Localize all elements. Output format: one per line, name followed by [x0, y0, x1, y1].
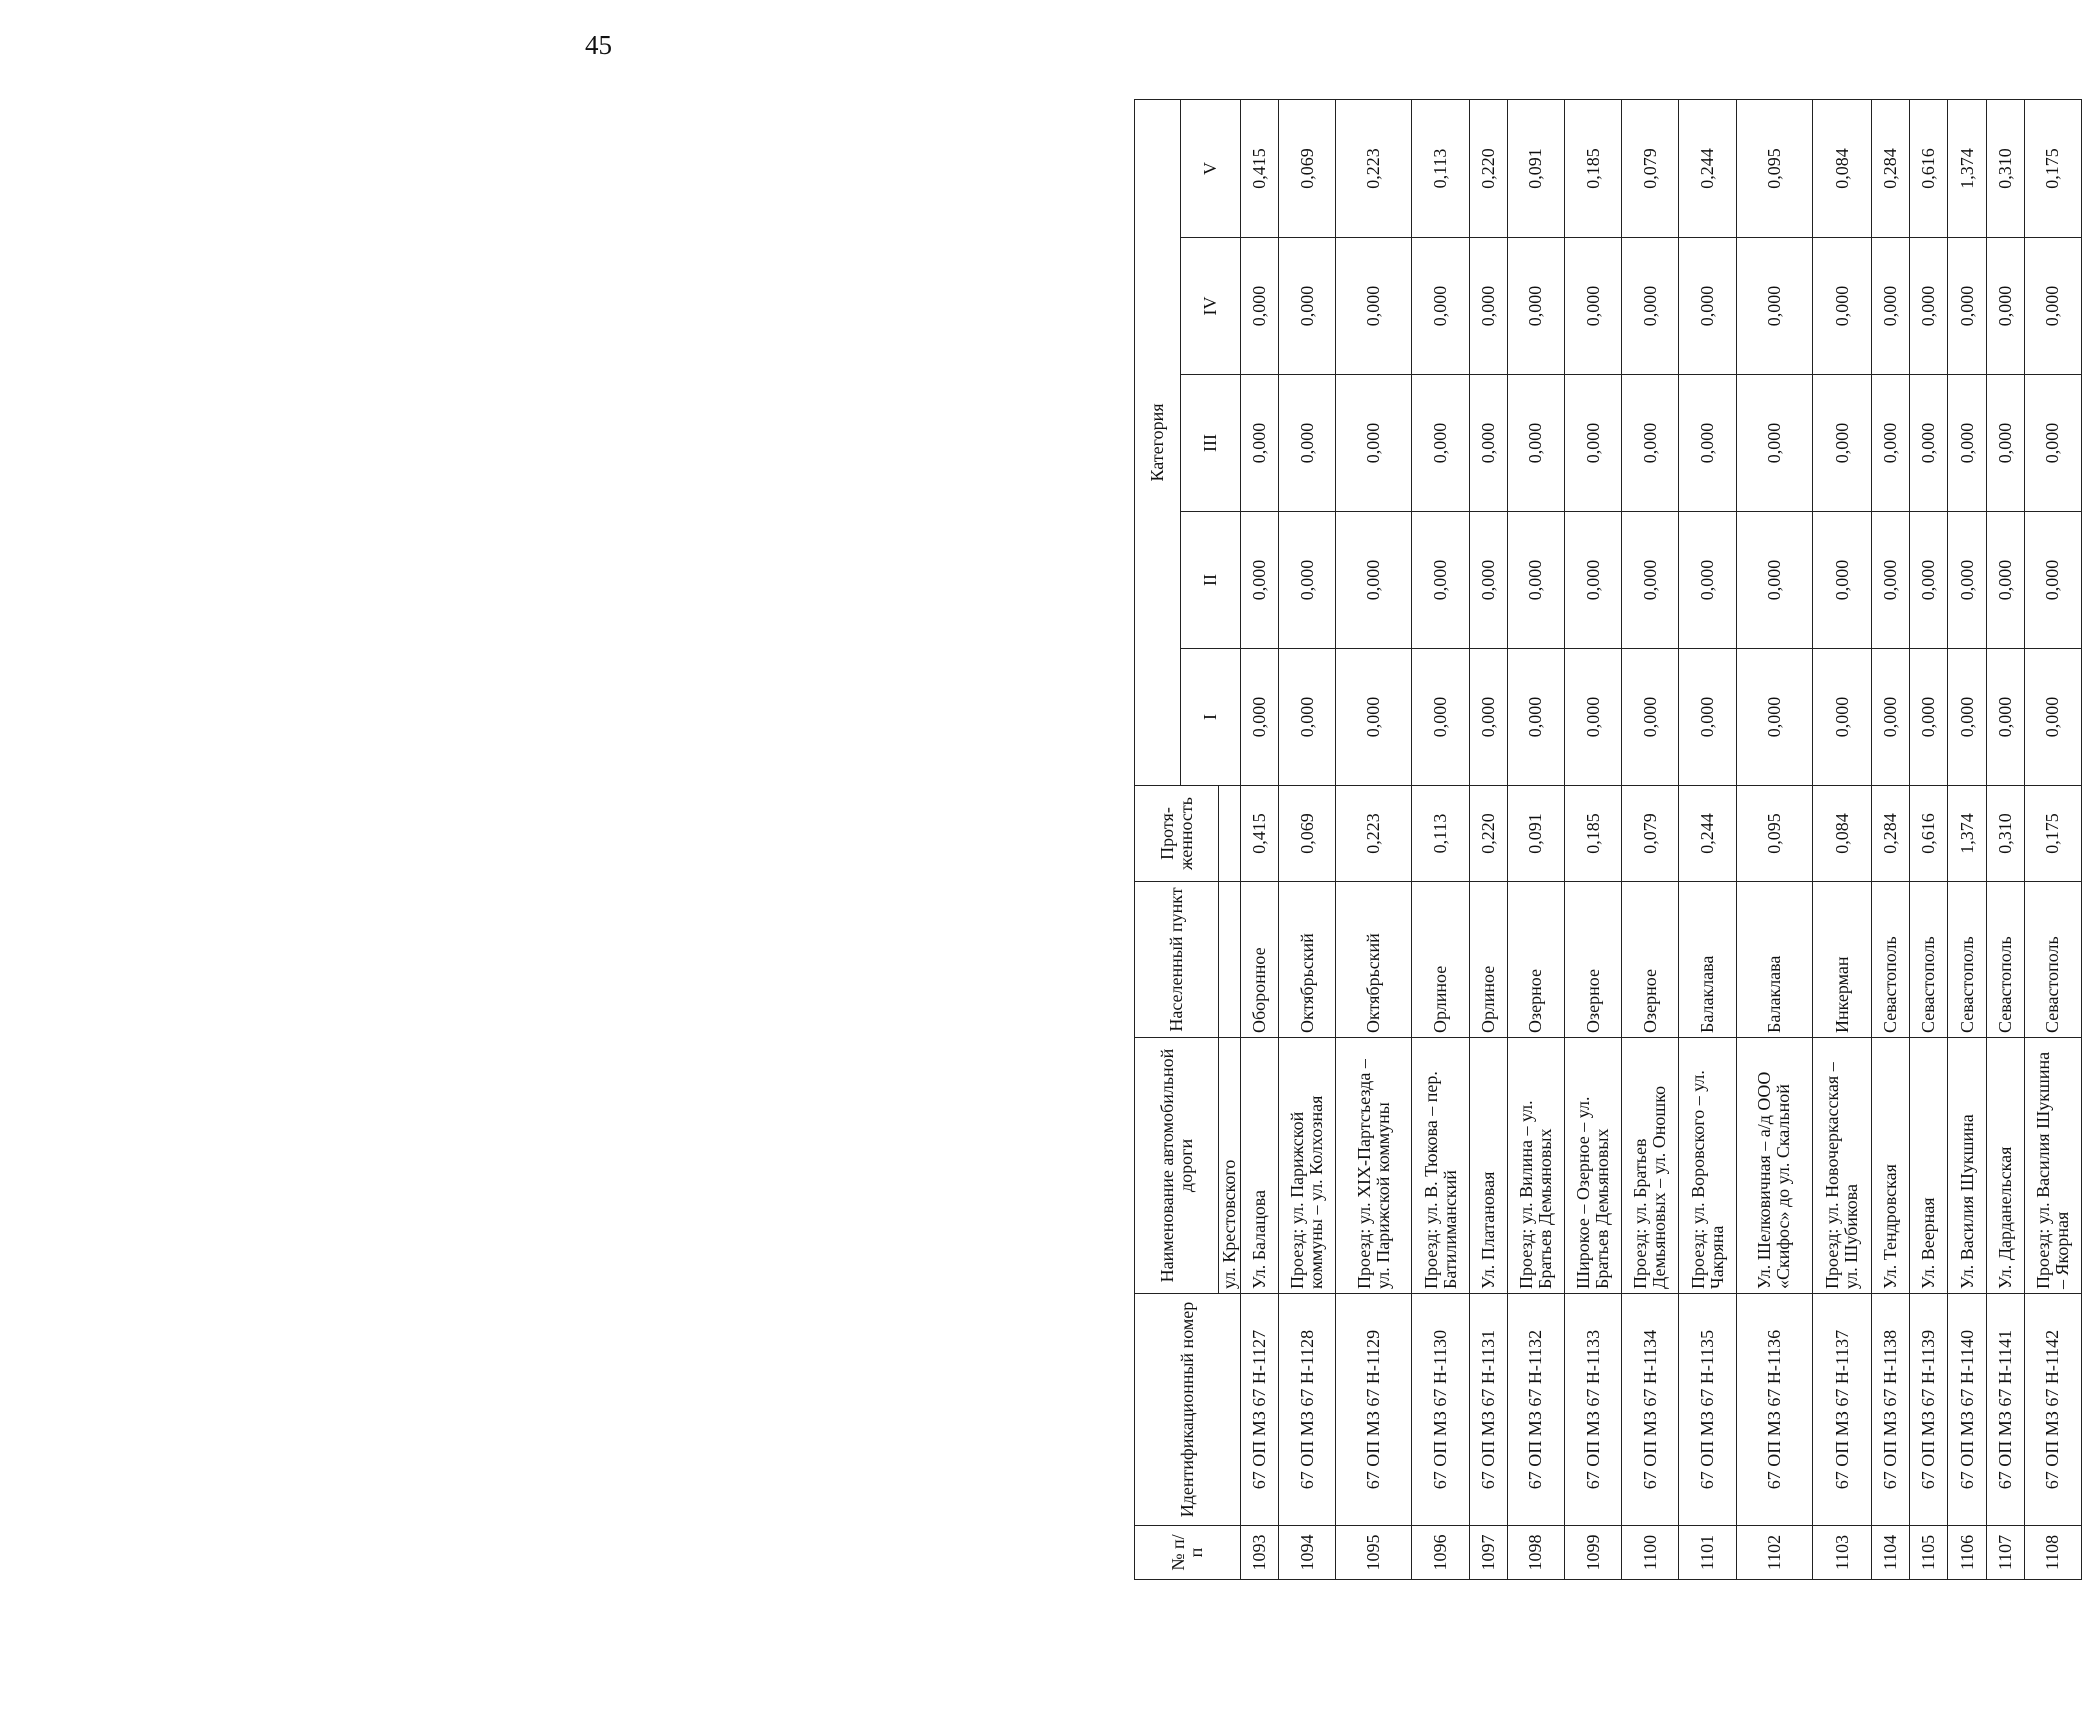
row-cat-4: 0,000 [1412, 238, 1469, 375]
row-road-name: Проезд: ул. Братьев Демьяновых – ул. Оношко [1622, 1038, 1679, 1294]
row-settlement: Озерное [1565, 882, 1622, 1038]
row-cat-1: 0,000 [1507, 649, 1564, 786]
row-cat-3: 0,000 [1279, 375, 1336, 512]
table-row [1336, 99, 1412, 1579]
row-length: 0,069 [1279, 786, 1336, 882]
row-cat-2: 0,000 [1986, 512, 2024, 649]
row-settlement: Севастополь [1948, 882, 1986, 1038]
row-cat-4: 0,000 [1240, 238, 1278, 375]
row-cat-3: 0,000 [1240, 375, 1278, 512]
row-cat-4: 0,000 [1336, 238, 1412, 375]
row-length: 0,310 [1986, 786, 2024, 882]
row-settlement: Орлиное [1412, 882, 1469, 1038]
roads-table [1134, 99, 2082, 1580]
row-cat-4: 0,000 [1910, 238, 1948, 375]
row-cat-4: 0,000 [1507, 238, 1564, 375]
row-road-name: Широкое – Озерное – ул. Братьев Демьяновых [1565, 1038, 1622, 1294]
row-cat-2: 0,000 [1736, 512, 1812, 649]
table-header [1135, 99, 1241, 1579]
row-number: 1098 [1507, 1526, 1564, 1580]
table-row [1412, 99, 1469, 1579]
row-number: 1094 [1279, 1526, 1336, 1580]
row-number: 1106 [1948, 1526, 1986, 1580]
row-settlement: Инкерман [1812, 882, 1871, 1038]
row-number: 1102 [1736, 1526, 1812, 1580]
row-cat-4: 0,000 [1565, 238, 1622, 375]
row-cat-2: 0,000 [1412, 512, 1469, 649]
row-cat-1: 0,000 [1872, 649, 1910, 786]
row-id: 67 ОП МЗ 67 Н-1130 [1412, 1294, 1469, 1526]
header-name: Наименование автомобильной дороги [1135, 1038, 1219, 1294]
header-cat-5: V [1181, 99, 1241, 237]
row-id: 67 ОП МЗ 67 Н-1132 [1507, 1294, 1564, 1526]
row-road-name: Проезд: ул. Парижской коммуны – ул. Колхозная [1279, 1038, 1336, 1294]
row-length: 0,284 [1872, 786, 1910, 882]
row-cat-1: 0,000 [1469, 649, 1507, 786]
table-row [1872, 99, 1910, 1579]
row-cat-1: 0,000 [1736, 649, 1812, 786]
row-road-name: Ул. Балацова [1240, 1038, 1278, 1294]
row-cat-4: 0,000 [1812, 238, 1871, 375]
row-id: 67 ОП МЗ 67 Н-1134 [1622, 1294, 1679, 1526]
row-cat-2: 0,000 [1910, 512, 1948, 649]
header-category: Категория [1135, 99, 1181, 785]
header-cat-2: II [1181, 512, 1241, 649]
row-settlement: Севастополь [1986, 882, 2024, 1038]
table-row [1469, 99, 1507, 1579]
row-length: 0,223 [1336, 786, 1412, 882]
table-body [1240, 99, 2081, 1579]
row-cat-5: 0,244 [1679, 99, 1736, 237]
row-cat-3: 0,000 [1910, 375, 1948, 512]
row-road-name: Проезд: ул. Новочеркасская – ул. Шубикова [1812, 1038, 1871, 1294]
row-cat-1: 0,000 [1622, 649, 1679, 786]
row-length: 0,095 [1736, 786, 1812, 882]
rotated-table-container [1134, 100, 2082, 1580]
row-cat-1: 0,000 [1240, 649, 1278, 786]
row-cat-4: 0,000 [1872, 238, 1910, 375]
row-road-name: Проезд: ул. Вилина – ул. Братьев Демьяновых [1507, 1038, 1564, 1294]
row-cat-3: 0,000 [1412, 375, 1469, 512]
row-settlement: Орлиное [1469, 882, 1507, 1038]
header-cat-4: IV [1181, 238, 1241, 375]
row-cat-2: 0,000 [1336, 512, 1412, 649]
row-road-name: Ул. Тендровская [1872, 1038, 1910, 1294]
row-cat-3: 0,000 [1812, 375, 1871, 512]
row-id: 67 ОП МЗ 67 Н-1141 [1986, 1294, 2024, 1526]
row-cat-4: 0,000 [1986, 238, 2024, 375]
row-length: 0,415 [1240, 786, 1278, 882]
table-row [1910, 99, 1948, 1579]
row-number: 1103 [1812, 1526, 1871, 1580]
row-cat-2: 0,000 [1872, 512, 1910, 649]
row-length: 0,175 [2024, 786, 2081, 882]
row-road-name: Проезд: ул. Воровского – ул. Чакряна [1679, 1038, 1736, 1294]
row-cat-5: 0,175 [2024, 99, 2081, 237]
row-number: 1105 [1910, 1526, 1948, 1580]
row-settlement: Оборонное [1240, 882, 1278, 1038]
row-cat-1: 0,000 [1986, 649, 2024, 786]
row-settlement: Озерное [1622, 882, 1679, 1038]
row-length: 0,185 [1565, 786, 1622, 882]
row-id: 67 ОП МЗ 67 Н-1138 [1872, 1294, 1910, 1526]
row-cat-1: 0,000 [1336, 649, 1412, 786]
row-cat-1: 0,000 [1565, 649, 1622, 786]
row-cat-3: 0,000 [1986, 375, 2024, 512]
row-road-name: Проезд: ул. XIX-Партсъезда – ул. Парижской коммуны [1336, 1038, 1412, 1294]
row-id: 67 ОП МЗ 67 Н-1127 [1240, 1294, 1278, 1526]
row-cat-4: 0,000 [1469, 238, 1507, 375]
table-row [1279, 99, 1336, 1579]
header-place: Населенный пункт [1135, 882, 1219, 1038]
row-length: 0,220 [1469, 786, 1507, 882]
row-id: 67 ОП МЗ 67 Н-1129 [1336, 1294, 1412, 1526]
row-number: 1096 [1412, 1526, 1469, 1580]
row-length: 0,113 [1412, 786, 1469, 882]
table-row [1240, 99, 1278, 1579]
table-row [1948, 99, 1986, 1579]
row-cat-5: 0,091 [1507, 99, 1564, 237]
row-cat-4: 0,000 [2024, 238, 2081, 375]
row-cat-3: 0,000 [1679, 375, 1736, 512]
row-cat-4: 0,000 [1736, 238, 1812, 375]
row-cat-2: 0,000 [1507, 512, 1564, 649]
row-cat-5: 0,310 [1986, 99, 2024, 237]
row-id: 67 ОП МЗ 67 Н-1142 [2024, 1294, 2081, 1526]
row-cat-5: 0,069 [1279, 99, 1336, 237]
row-id: 67 ОП МЗ 67 Н-1131 [1469, 1294, 1507, 1526]
row-road-name: Ул. Веерная [1910, 1038, 1948, 1294]
carryover-empty-cell [1219, 786, 1241, 882]
row-cat-2: 0,000 [1622, 512, 1679, 649]
table-row [1565, 99, 1622, 1579]
row-road-name: Ул. Дарданельская [1986, 1038, 2024, 1294]
row-length: 0,091 [1507, 786, 1564, 882]
row-road-name: Ул. Шелковичная – а/д ООО «Скифос» до ул. Скальной [1736, 1038, 1812, 1294]
row-cat-5: 0,079 [1622, 99, 1679, 237]
row-number: 1107 [1986, 1526, 2024, 1580]
row-cat-4: 0,000 [1622, 238, 1679, 375]
row-cat-5: 0,616 [1910, 99, 1948, 237]
row-road-name: Проезд: ул. Василия Шукшина – Якорная [2024, 1038, 2081, 1294]
table-row [1812, 99, 1871, 1579]
table-row [1736, 99, 1812, 1579]
row-cat-2: 0,000 [1279, 512, 1336, 649]
row-number: 1104 [1872, 1526, 1910, 1580]
row-cat-1: 0,000 [2024, 649, 2081, 786]
row-settlement: Октябрьский [1336, 882, 1412, 1038]
row-road-name: Проезд: ул. В. Тюкова – пер. Батилиманский [1412, 1038, 1469, 1294]
row-id: 67 ОП МЗ 67 Н-1133 [1565, 1294, 1622, 1526]
row-length: 0,079 [1622, 786, 1679, 882]
row-cat-3: 0,000 [2024, 375, 2081, 512]
row-cat-1: 0,000 [1948, 649, 1986, 786]
row-id: 67 ОП МЗ 67 Н-1136 [1736, 1294, 1812, 1526]
row-cat-4: 0,000 [1279, 238, 1336, 375]
row-number: 1100 [1622, 1526, 1679, 1580]
row-cat-2: 0,000 [1679, 512, 1736, 649]
table-row [1986, 99, 2024, 1579]
row-settlement: Севастополь [2024, 882, 2081, 1038]
row-cat-5: 0,185 [1565, 99, 1622, 237]
row-cat-5: 0,220 [1469, 99, 1507, 237]
row-cat-5: 0,284 [1872, 99, 1910, 237]
row-cat-5: 0,113 [1412, 99, 1469, 237]
row-settlement: Озерное [1507, 882, 1564, 1038]
row-cat-2: 0,000 [1948, 512, 1986, 649]
row-cat-5: 0,415 [1240, 99, 1278, 237]
row-number: 1101 [1679, 1526, 1736, 1580]
row-cat-4: 0,000 [1679, 238, 1736, 375]
row-cat-3: 0,000 [1736, 375, 1812, 512]
header-id: Идентификационный номер [1135, 1294, 1241, 1526]
carryover-empty-cell [1219, 882, 1241, 1038]
row-cat-3: 0,000 [1622, 375, 1679, 512]
row-cat-2: 0,000 [2024, 512, 2081, 649]
row-settlement: Балаклава [1736, 882, 1812, 1038]
row-road-name: Ул. Платановая [1469, 1038, 1507, 1294]
row-cat-2: 0,000 [1812, 512, 1871, 649]
page-number: 45 [585, 30, 612, 60]
row-id: 67 ОП МЗ 67 Н-1140 [1948, 1294, 1986, 1526]
row-cat-2: 0,000 [1565, 512, 1622, 649]
row-id: 67 ОП МЗ 67 Н-1139 [1910, 1294, 1948, 1526]
row-cat-2: 0,000 [1469, 512, 1507, 649]
row-length: 0,244 [1679, 786, 1736, 882]
header-num: № п/п [1135, 1526, 1241, 1580]
row-cat-1: 0,000 [1679, 649, 1736, 786]
row-number: 1099 [1565, 1526, 1622, 1580]
row-id: 67 ОП МЗ 67 Н-1137 [1812, 1294, 1871, 1526]
row-number: 1095 [1336, 1526, 1412, 1580]
row-id: 67 ОП МЗ 67 Н-1135 [1679, 1294, 1736, 1526]
row-cat-2: 0,000 [1240, 512, 1278, 649]
row-cat-3: 0,000 [1948, 375, 1986, 512]
row-settlement: Севастополь [1910, 882, 1948, 1038]
row-id: 67 ОП МЗ 67 Н-1128 [1279, 1294, 1336, 1526]
row-cat-4: 0,000 [1948, 238, 1986, 375]
header-cat-3: III [1181, 375, 1241, 512]
table-row [2024, 99, 2081, 1579]
row-settlement: Балаклава [1679, 882, 1736, 1038]
row-cat-1: 0,000 [1412, 649, 1469, 786]
row-road-name: Ул. Василия Шукшина [1948, 1038, 1986, 1294]
row-cat-1: 0,000 [1910, 649, 1948, 786]
row-cat-5: 0,223 [1336, 99, 1412, 237]
row-number: 1097 [1469, 1526, 1507, 1580]
table-row [1507, 99, 1564, 1579]
row-cat-1: 0,000 [1812, 649, 1871, 786]
row-cat-3: 0,000 [1872, 375, 1910, 512]
row-cat-1: 0,000 [1279, 649, 1336, 786]
row-length: 0,084 [1812, 786, 1871, 882]
row-length: 0,616 [1910, 786, 1948, 882]
row-settlement: Севастополь [1872, 882, 1910, 1038]
row-number: 1093 [1240, 1526, 1278, 1580]
table-row [1679, 99, 1736, 1579]
header-length: Протя-женность [1135, 786, 1219, 882]
row-cat-5: 1,374 [1948, 99, 1986, 237]
header-cat-1: I [1181, 649, 1241, 786]
row-cat-3: 0,000 [1565, 375, 1622, 512]
row-cat-3: 0,000 [1507, 375, 1564, 512]
row-number: 1108 [2024, 1526, 2081, 1580]
row-settlement: Октябрьский [1279, 882, 1336, 1038]
carryover-name: ул. Крестовского [1219, 1038, 1241, 1294]
table-row [1622, 99, 1679, 1579]
row-cat-3: 0,000 [1469, 375, 1507, 512]
row-length: 1,374 [1948, 786, 1986, 882]
row-cat-3: 0,000 [1336, 375, 1412, 512]
row-cat-5: 0,095 [1736, 99, 1812, 237]
row-cat-5: 0,084 [1812, 99, 1871, 237]
